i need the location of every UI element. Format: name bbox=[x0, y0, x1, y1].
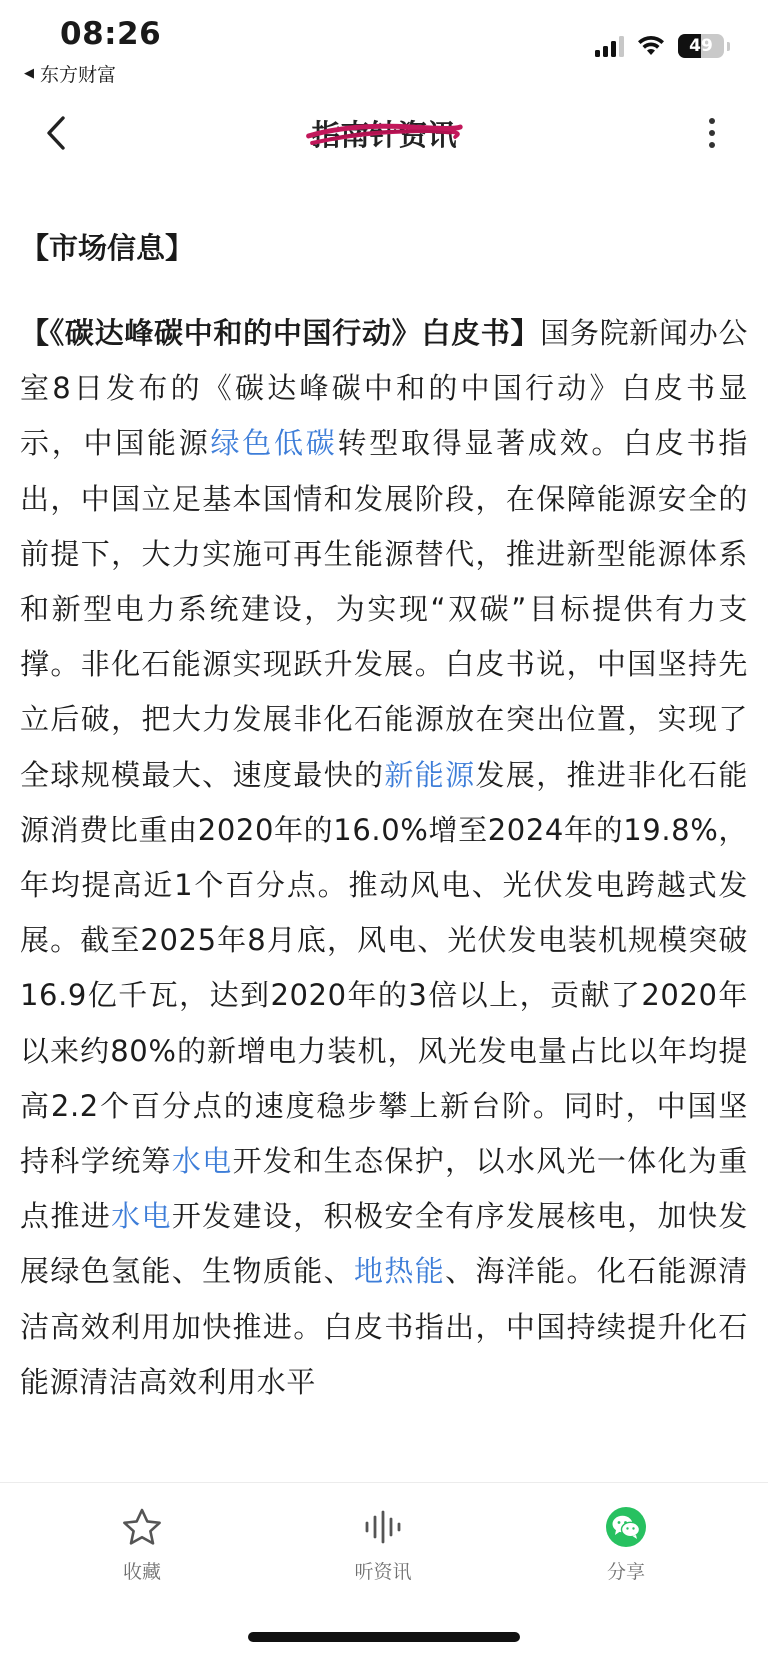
keyword-link-green-low-carbon[interactable]: 绿色低碳 bbox=[210, 426, 338, 461]
wechat-icon bbox=[606, 1507, 646, 1547]
battery-cap bbox=[727, 42, 730, 51]
listen-label: 听资讯 bbox=[354, 1561, 412, 1583]
battery-level: 49 bbox=[689, 36, 713, 56]
more-options-button[interactable] bbox=[690, 111, 734, 155]
favorite-label: 收藏 bbox=[122, 1561, 161, 1583]
status-indicators bbox=[595, 34, 730, 58]
back-app-name: 东方财富 bbox=[40, 64, 117, 86]
battery-icon bbox=[678, 34, 724, 58]
article-text-segment: 国务院新闻办公室8日发布的《碳达峰碳中和的中国行动》白皮书显示，中国能源 bbox=[20, 316, 748, 461]
article-text-segment: 开发和生态保护，以水风光一体化为重点推进 bbox=[20, 1144, 748, 1234]
article-text-segment: 发展，推进非化石能源消费比重由2020年的16.0%增至2024年的19.8%，年均提高近1个百分点。推动风电、光伏发电跨越式发展。截至2025年8月底，风电、光伏发电装机规模突破16.9亿千瓦，达到2020年的3倍以上，贡献了2020年以来约80%的新增电力装机，风光发电量占比以年均提高2.2个百分点的速度稳步攀上新台阶。同时，中国坚持科学统筹 bbox=[20, 757, 748, 1179]
keyword-link-hydropower[interactable]: 水电 bbox=[171, 1144, 233, 1179]
section-title: 【市场信息】 bbox=[20, 231, 195, 265]
more-dot bbox=[709, 130, 715, 136]
keyword-link-new-energy[interactable]: 新能源 bbox=[384, 757, 476, 792]
keyword-link-geothermal[interactable]: 地热能 bbox=[354, 1254, 446, 1289]
keyword-link-hydropower-2[interactable]: 水电 bbox=[111, 1199, 172, 1234]
article-lead-title: 【《碳达峰碳中和的中国行动》白皮书】 bbox=[20, 316, 541, 350]
article-text-segment: 转型取得显著成效。白皮书指出，中国立足基本国情和发展阶段，在保障能源安全的前提下，大力实施可再生能源替代，推进新型能源体系和新型电力系统建设，为实现“双碳”目标提供有力支撑。非化石能源实现跃升发展。白皮书说，中国坚持先立后破，把大力发展非化石能源放在突出位置，实现了全球规模最大、速度最快的 bbox=[20, 426, 748, 792]
more-dot bbox=[709, 118, 715, 124]
back-to-app-link[interactable] bbox=[24, 60, 116, 87]
wifi-icon bbox=[636, 35, 666, 57]
article-body bbox=[20, 220, 748, 1410]
back-triangle-icon: ◀ bbox=[24, 66, 34, 81]
status-bar bbox=[0, 0, 768, 95]
article-text-segment: 、海洋能。化石能源清洁高效利用加快推进。白皮书指出，中国持续提升化石能源清洁高效利用水平 bbox=[20, 1254, 748, 1399]
page-title bbox=[0, 113, 768, 154]
home-indicator[interactable] bbox=[248, 1632, 520, 1642]
nav-bar bbox=[0, 95, 768, 175]
audio-wave-icon bbox=[363, 1509, 403, 1545]
share-label: 分享 bbox=[606, 1561, 645, 1583]
cellular-signal-icon bbox=[595, 35, 624, 57]
article-text-segment: 开发建设，积极安全有序发展核电，加快发展绿色氢能、生物质能、 bbox=[20, 1199, 748, 1289]
favorite-button[interactable] bbox=[72, 1505, 212, 1584]
more-dot bbox=[709, 142, 715, 148]
page-title-wrap bbox=[311, 113, 456, 154]
status-time: 08:26 bbox=[60, 16, 162, 52]
page-title-text: 指南针资讯 bbox=[311, 118, 457, 152]
star-icon bbox=[121, 1507, 163, 1547]
share-button[interactable] bbox=[556, 1505, 696, 1584]
listen-news-button[interactable] bbox=[313, 1505, 453, 1584]
article-paragraph bbox=[20, 306, 748, 1410]
